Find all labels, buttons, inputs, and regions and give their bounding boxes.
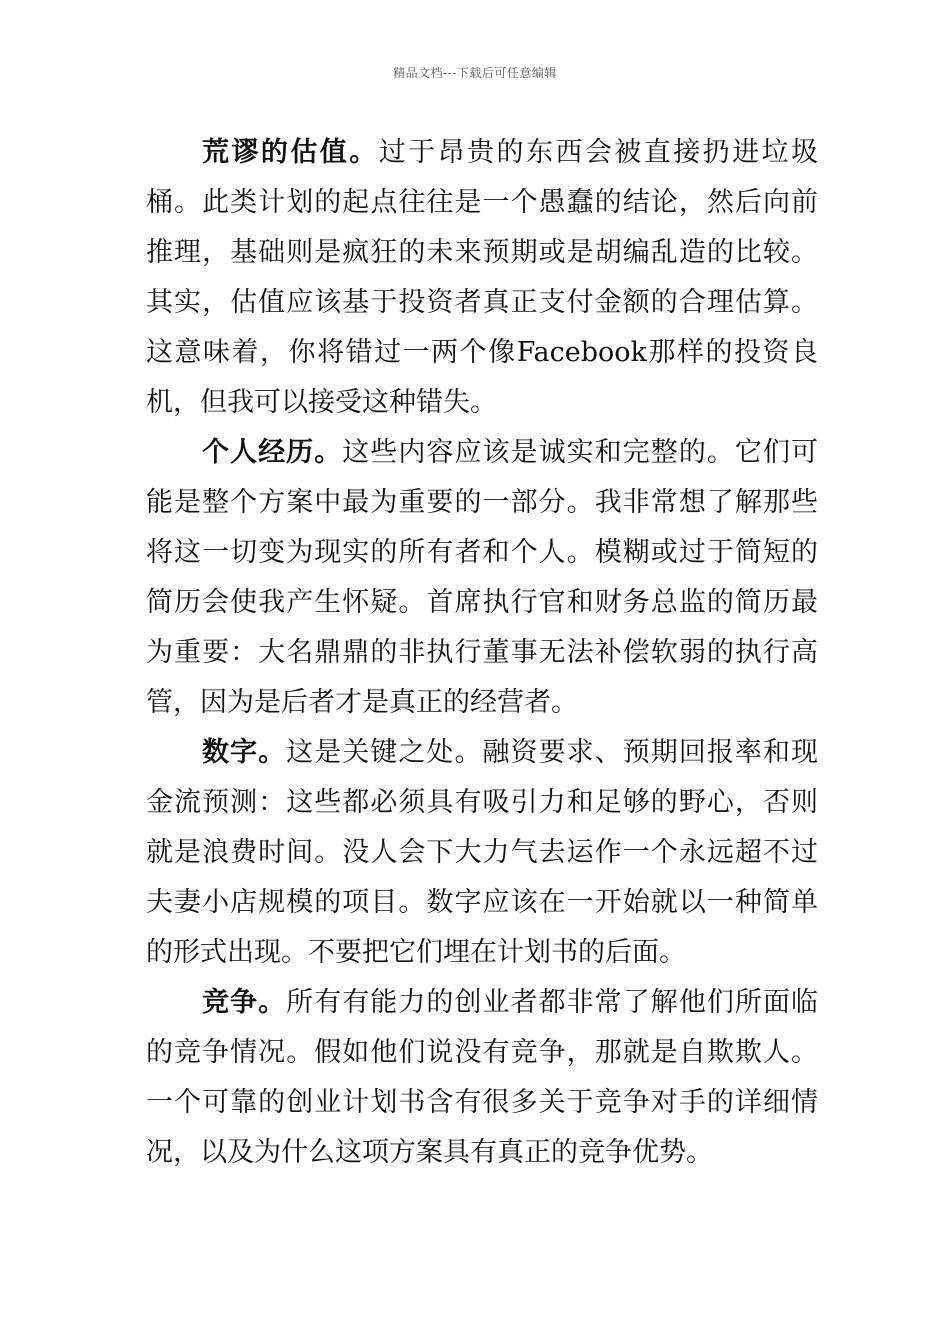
paragraph-text: 所有有能力的创业者都非常了解他们所面临的竞争情况。假如他们说没有竞争，那就是自欺欺人。一个可靠的创业计划书含有很多关于竞争对手的详细情况，以及为什么这项方案具有真正的竞争优势。 — [146, 987, 819, 1168]
paragraph-text: 这些内容应该是诚实和完整的。它们可能是整个方案中最为重要的一部分。我非常想了解那些将这一切变为现实的所有者和个人。模糊或过于简短的简历会使我产生怀疑。首席执行官和财务总监的简历最为重要：大名鼎鼎的非执行董事无法补偿软弱的执行高管，因为是后者才是真正的经营者。 — [146, 437, 819, 718]
paragraph-biography — [146, 428, 818, 728]
paragraph-heading: 荒谬的估值。 — [202, 137, 379, 168]
paragraph-text: 过于昂贵的东西会被直接扔进垃圾桶。此类计划的起点往往是一个愚蠢的结论，然后向前推理，基础则是疯狂的未来预期或是胡编乱造的比较。其实，估值应该基于投资者真正支付金额的合理估算。这意味着，你将错过一两个像Facebook那样的投资良机，但我可以接受这种错失。 — [146, 137, 819, 418]
paragraph-numbers — [146, 728, 818, 978]
paragraph-heading: 数字。 — [202, 737, 287, 768]
paragraph-competition — [146, 978, 818, 1178]
paragraph-text: 这是关键之处。融资要求、预期回报率和现金流预测：这些都必须具有吸引力和足够的野心，否则就是浪费时间。没人会下大力气去运作一个永远超不过夫妻小店规模的项目。数字应该在一开始就以一种简单的形式出现。不要把它们埋在计划书的后面。 — [146, 737, 819, 968]
paragraph-heading: 个人经历。 — [202, 437, 343, 468]
document-body — [146, 128, 818, 1178]
paragraph-heading: 竞争。 — [202, 987, 287, 1018]
paragraph-valuation — [146, 128, 818, 428]
page-header: 精品文档---下载后可任意编辑 — [393, 66, 557, 80]
